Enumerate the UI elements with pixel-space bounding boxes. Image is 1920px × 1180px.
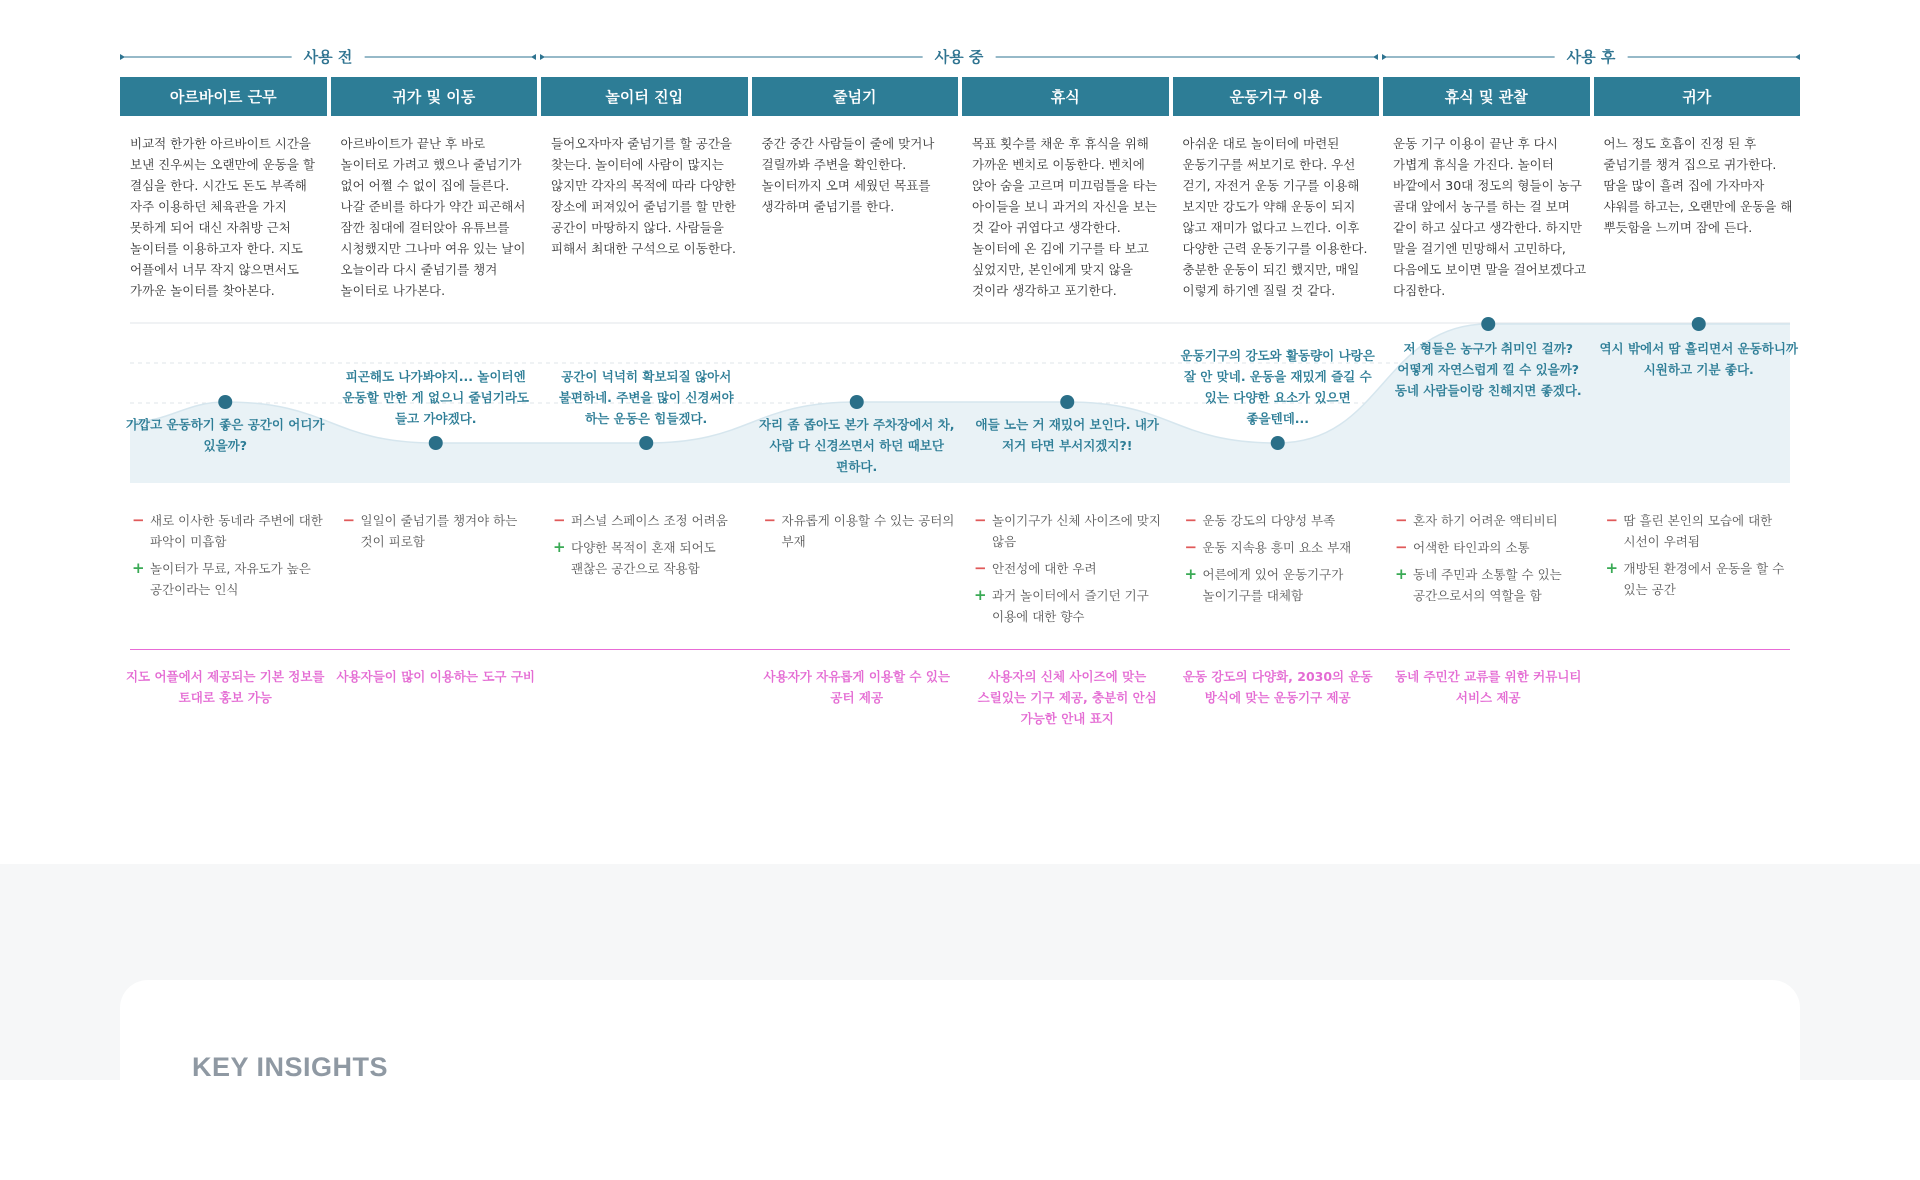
gain-point — [1606, 558, 1802, 600]
pain-point — [553, 510, 749, 531]
stage-thought: 가깝고 운동하기 좋은 공간이 어디가 있을까? — [125, 417, 325, 453]
point-text: 다양한 목적이 혼재 되어도 괜찮은 공간으로 작용함 — [571, 540, 716, 576]
stage-thought: 역시 밖에서 땀 흘리면서 운동하니까 시원하고 기분 좋다. — [1599, 341, 1799, 377]
stage-header: 놀이터 진입 — [541, 77, 748, 116]
stage-header: 휴식 및 관찰 — [1383, 77, 1590, 116]
opportunity-text: 사용자의 신체 사이즈에 맞는 스릴있는 기구 제공, 충분히 안심 가능한 안내 표지 — [977, 669, 1157, 726]
stage-header: 운동기구 이용 — [1173, 77, 1380, 116]
pain-point — [1185, 537, 1381, 558]
pain-point — [132, 510, 328, 552]
minus-icon: − — [1395, 538, 1408, 556]
stage-points — [1606, 510, 1802, 606]
stage-points — [553, 510, 749, 585]
stage-description: 운동 기구 이용이 끝난 후 다시 가볍게 휴식을 가진다. 놀이터 바깥에서 30대 정도의 형들이 농구 골대 앞에서 농구를 하는 걸 보며 같이 하고 싶다고 생각한다. 하지만 말을 걸기엔 민망해서 고민하다, 다음에도 보이면 말을 걸어보겠다고 다짐한다. — [1393, 136, 1587, 298]
point-text: 놀이터가 무료, 자유도가 높은 공간이라는 인식 — [150, 561, 311, 597]
opportunity-text: 운동 강도의 다양화, 2030의 운동 방식에 맞는 운동기구 제공 — [1182, 669, 1373, 705]
stage-thought: 저 형들은 농구가 취미인 걸까? 어떻게 자연스럽게 낄 수 있을까? 동네 사람들이랑 친해지면 좋겠다. — [1394, 341, 1582, 398]
stage-points — [132, 510, 328, 606]
stage-thought: 피곤해도 나가봐야지... 놀이터엔 운동할 만한 게 없으니 줄넘기라도 들고 가야겠다. — [342, 369, 529, 426]
stage-points — [343, 510, 539, 558]
point-text: 어른에게 있어 운동기구가 놀이기구를 대체함 — [1202, 567, 1344, 603]
stage-description: 아르바이트가 끝난 후 바로 놀이터로 가려고 했으나 줄넘기가 없어 어쩔 수 없이 집에 들른다. 나갈 준비를 하다가 약간 피곤해서 잠깐 침대에 걸터앉아 유튜브를 시청했지만 그나마 여유 있는 날이 오늘이라 다시 줄넘기를 챙겨 놀이터로 나가본다. — [340, 136, 526, 298]
emotion-point — [429, 436, 443, 450]
stage-description: 어느 정도 호흡이 진정 된 후 줄넘기를 챙겨 집으로 귀가한다. 땀을 많이 흘려 집에 가자마자 샤워를 하고는, 오랜만에 운동을 해 뿌듯함을 느끼며 잠에 든다. — [1603, 136, 1793, 235]
point-text: 일일이 줄넘기를 챙겨야 하는 것이 피로함 — [360, 513, 518, 549]
emotion-point — [1060, 395, 1074, 409]
point-text: 퍼스널 스페이스 조정 어려움 — [571, 513, 728, 528]
point-text: 놀이기구가 신체 사이즈에 맞지 않음 — [992, 513, 1161, 549]
pain-point — [343, 510, 539, 552]
key-insights-heading: KEY INSIGHTS — [192, 1052, 389, 1082]
opportunity-text: 동네 주민간 교류를 위한 커뮤니티 서비스 제공 — [1395, 669, 1582, 705]
stage-header: 아르바이트 근무 — [120, 77, 327, 116]
point-text: 운동 지속용 흥미 요소 부재 — [1202, 540, 1352, 555]
phase-label: 사용 중 — [923, 47, 996, 67]
gain-point — [1185, 564, 1381, 606]
pain-point — [764, 510, 960, 552]
stage-thought: 자리 좀 좁아도 본가 주차장에서 차, 사람 다 신경쓰면서 하던 때보단 편하다. — [758, 417, 955, 474]
point-text: 자유롭게 이용할 수 있는 공터의 부재 — [781, 513, 955, 549]
minus-icon: − — [1605, 511, 1619, 529]
plus-icon: + — [1184, 565, 1198, 583]
pain-point — [1606, 510, 1802, 552]
stage-thought: 운동기구의 강도와 활동량이 나랑은 잘 안 맞네. 운동을 재밌게 즐길 수 있는 다양한 요소가 있으면 좋을텐데... — [1180, 348, 1375, 426]
gain-point — [1395, 564, 1591, 606]
pain-point — [974, 510, 1170, 552]
minus-icon: − — [974, 511, 987, 529]
phase-label: 사용 후 — [1555, 47, 1628, 67]
opportunity-text: 사용자가 자유롭게 이용할 수 있는 공터 제공 — [763, 669, 950, 705]
point-text: 개방된 환경에서 운동을 할 수 있는 공간 — [1623, 561, 1785, 597]
minus-icon: − — [974, 559, 987, 577]
emotion-point — [1692, 317, 1706, 331]
stage-description: 아쉬운 대로 놀이터에 마련된 운동기구를 써보기로 한다. 우선 걷기, 자전거 운동 기구를 이용해 보지만 강도가 약해 운동이 되지 않고 재미가 없다고 느낀다. 이후 다양한 근력 운동기구를 이용한다. 충분한 운동이 되긴 했지만, 매일 이렇게 하기엔 질릴 것 같다. — [1182, 136, 1368, 298]
minus-icon: − — [342, 511, 356, 529]
pain-point — [1185, 510, 1381, 531]
stage-header: 휴식 — [962, 77, 1169, 116]
point-text: 어색한 타인과의 소통 — [1413, 540, 1530, 555]
insights-card — [120, 980, 1800, 1180]
stage-points — [764, 510, 960, 558]
phase-label: 사용 전 — [292, 47, 365, 67]
opportunity-text: 지도 어플에서 제공되는 기본 정보를 토대로 홍보 가능 — [125, 669, 325, 705]
minus-icon: − — [763, 511, 777, 529]
pain-point — [1395, 537, 1591, 558]
stage-description: 목표 횟수를 채운 후 휴식을 위해 가까운 벤치로 이동한다. 벤치에 앉아 숨을 고르며 미끄럼틀을 타는 아이들을 보니 과거의 자신을 보는 것 같아 귀엽다고 생각한다. 놀이터에 온 김에 기구를 타 보고 싶었지만, 본인에게 맞지 않을 것이라 생각하고 포기한다. — [972, 136, 1157, 298]
plus-icon: + — [553, 538, 566, 556]
point-text: 혼자 하기 어려운 액티비티 — [1413, 513, 1558, 528]
insights-section — [0, 864, 1920, 1080]
minus-icon: − — [1184, 538, 1198, 556]
stage-description: 비교적 한가한 아르바이트 시간을 보낸 진우씨는 오랜만에 운동을 할 결심을 한다. 시간도 돈도 부족해 자주 이용하던 체육관을 가지 못하게 되어 대신 자취방 근처 놀이터를 이용하고자 한다. 지도 어플에서 너무 작지 않으면서도 가까운 놀이터를 찾아본다. — [130, 136, 315, 298]
pain-point — [1395, 510, 1591, 531]
stage-thought: 애들 노는 거 재밌어 보인다. 내가 저거 타면 부서지겠지?! — [975, 417, 1159, 453]
opportunity-text: 사용자들이 많이 이용하는 도구 구비 — [336, 669, 536, 684]
stage-header: 귀가 및 이동 — [331, 77, 538, 116]
emotion-point — [1481, 317, 1495, 331]
plus-icon: + — [132, 559, 145, 577]
gain-point — [974, 585, 1170, 627]
plus-icon: + — [1605, 559, 1619, 577]
plus-icon: + — [1395, 565, 1408, 583]
stage-header: 줄넘기 — [752, 77, 959, 116]
stage-header: 귀가 — [1594, 77, 1801, 116]
point-text: 땀 흘린 본인의 모습에 대한 시선이 우려됨 — [1623, 513, 1773, 549]
stage-description: 중간 중간 사람들이 줄에 맞거나 걸릴까봐 주변을 확인한다. 놀이터까지 오며 세웠던 목표를 생각하며 줄넘기를 한다. — [761, 136, 935, 214]
minus-icon: − — [132, 511, 145, 529]
minus-icon: − — [553, 511, 566, 529]
point-text: 과거 놀이터에서 즐기던 기구 이용에 대한 향수 — [992, 588, 1149, 624]
gain-point — [132, 558, 328, 600]
point-text: 운동 강도의 다양성 부족 — [1202, 513, 1336, 528]
stage-description: 들어오자마자 줄넘기를 할 공간을 찾는다. 놀이터에 사람이 많지는 않지만 각자의 목적에 따라 다양한 장소에 퍼져있어 줄넘기를 할 만한 공간이 마땅하지 않다. 사람들을 피해서 최대한 구석으로 이동한다. — [551, 136, 736, 256]
pain-point — [974, 558, 1170, 579]
minus-icon: − — [1184, 511, 1198, 529]
point-text: 안전성에 대한 우려 — [992, 561, 1097, 576]
opportunity-divider — [130, 649, 1790, 650]
minus-icon: − — [1395, 511, 1408, 529]
stage-points — [974, 510, 1170, 633]
stage-points — [1185, 510, 1381, 612]
point-text: 동네 주민과 소통할 수 있는 공간으로서의 역할을 함 — [1413, 567, 1562, 603]
emotion-point — [218, 395, 232, 409]
stage-thought: 공간이 넉넉히 확보되질 않아서 불편하네. 주변을 많이 신경써야 하는 운동은 힘들겠다. — [558, 369, 734, 426]
plus-icon: + — [974, 586, 987, 604]
emotion-point — [639, 436, 653, 450]
point-text: 새로 이사한 동네라 주변에 대한 파악이 미흡함 — [150, 513, 323, 549]
gain-point — [553, 537, 749, 579]
emotion-point — [850, 395, 864, 409]
stage-points — [1395, 510, 1591, 612]
emotion-point — [1271, 436, 1285, 450]
